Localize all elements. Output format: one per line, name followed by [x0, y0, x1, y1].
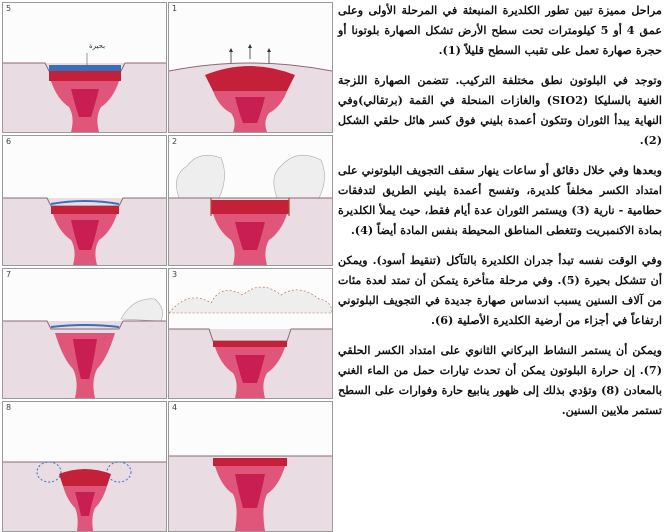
panel-number: 1: [172, 4, 178, 13]
panel-number: 5: [6, 4, 12, 13]
panel-4-drawing: [169, 402, 332, 531]
panel-number: 8: [6, 403, 12, 412]
diagram-panel-4: [168, 401, 333, 532]
diagram-panel-1: [168, 2, 333, 133]
panel-8-drawing: [3, 402, 166, 531]
paragraph-stage-3-4: وبعدها وفي خلال دقائق أو ساعات ينهار سقف التجويف البلوتوني على امتداد الكسر مخلفاً كلديرة، وتفسح أعمدة بليني الطريق لتدفقات حطامية - نارية (3) ويستمر الثوران عدة أيام فقط، حيث يملأ الكلديرة بمادة الاكنمبريت وتتغطى المناطق المحيطة بنفس المادة أيضاً (4).: [338, 163, 662, 237]
panel-5-drawing: [3, 3, 166, 132]
diagram-panel-7: [2, 268, 167, 399]
panel-2-drawing: [169, 136, 332, 265]
diagram-panel-3: [168, 268, 333, 399]
panel-6-drawing: [3, 136, 166, 265]
panel-3-drawing: [169, 269, 332, 398]
panel-number: 7: [6, 270, 12, 279]
panel-1-drawing: [169, 3, 332, 132]
caldera-diagram-grid: [0, 0, 333, 531]
diagram-panel-2: [168, 135, 333, 266]
paragraph-stage-5-6: وفي الوقت نفسه تبدأ جدران الكلديرة بالتآكل (تنقيط أسود). ويمكن أن تتشكل بحيرة (5). وفي مرحلة متأخرة يتمكن أن تمتد لعدة مئات من آلاف السنين يسبب اندساس صهارة جديدة في التجويف البلوتوني ارتفاعاً في أجزاء من أرضية الكلديرة الأصلية (6).: [338, 253, 663, 327]
paragraph-stage-1: مراحل مميزة تبين تطور الكلديرة المنبعثة في المرحلة الأولى وعلى عمق 4 أو 5 كيلومترات تحت سطح الأرض تشكل الصهارة بلوتونا أو حجرة صهارة تعمل على تقبب السطح قليلاً (1).: [338, 3, 662, 57]
diagram-panel-6: [2, 135, 167, 266]
diagram-panel-8: [2, 401, 167, 532]
paragraph-stage-2: وتوجد في البلوتون نطق مختلفة التركيب. تتضمن الصهارة اللزجة الغنية بالسليكا (SIO2) والغازات المنحلة في القمة (برتقالي)وفي النهاية يبدأ الثوران وتتكون أعمدة بليني فوق كسر هائل حلقي الشكل (2).: [338, 73, 663, 147]
diagram-panel-5: [2, 2, 167, 133]
panel-number: 6: [6, 137, 12, 146]
lake-label: بحيرة: [89, 42, 106, 50]
paragraph-stage-7-8: ويمكن أن يستمر النشاط البركاني الثانوي على امتداد الكسر الحلقي (7). إن حرارة البلوتون يمكن أن تحدث تيارات حمل من الماء الغني بالمعادن (8) وتؤدي بذلك إلى ظهور ينابيع حارة وفوارات على السطح تستمر ملايين السنين.: [338, 343, 662, 417]
panel-number: 4: [172, 403, 178, 412]
panel-number: 3: [172, 270, 178, 279]
explanation-text: [338, 0, 662, 531]
panel-number: 2: [172, 137, 178, 146]
panel-7-drawing: [3, 269, 166, 398]
